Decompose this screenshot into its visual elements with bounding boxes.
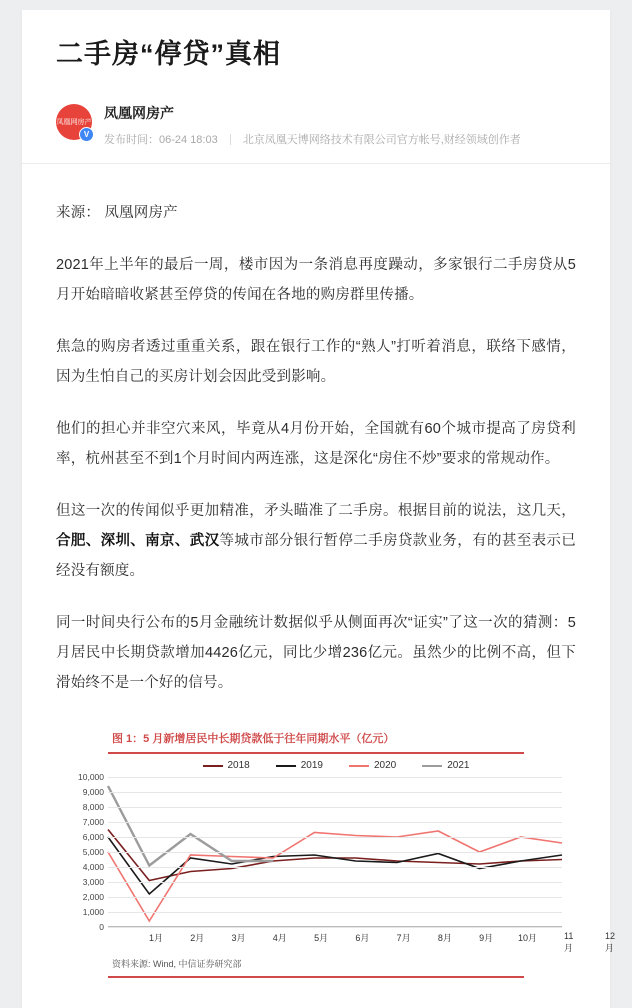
y-tick-label: 7,000: [82, 817, 104, 828]
x-tick-label: 9月: [479, 933, 494, 944]
x-tick-label: 4月: [272, 933, 287, 944]
legend-item: [349, 760, 396, 771]
gridline: [108, 822, 562, 823]
article-body: [22, 164, 616, 1008]
legend-swatch: [203, 765, 223, 767]
publisher-info: 北京凤凰天博网络技术有限公司官方帐号,财经领域创作者: [242, 134, 521, 147]
legend-swatch: [276, 765, 296, 767]
series-line-2021: [108, 786, 273, 866]
paragraph-5: 同一时间央行公布的5月金融统计数据似乎从侧面再次“证实”了这一次的猜测：5月居民中长期贷款增加4426亿元，同比少增236亿元。虽然少的比例不高，但下滑始终不是一个好的信号。: [56, 615, 576, 692]
meta-line: [104, 131, 521, 147]
avatar-image: 凤凰网房产: [56, 104, 92, 140]
gridline: [108, 792, 562, 793]
x-tick-label: 6月: [355, 933, 370, 944]
gridline: [108, 882, 562, 883]
gridline: [108, 777, 562, 778]
y-tick-label: 6,000: [82, 832, 104, 843]
x-tick-label: 10月: [517, 933, 537, 944]
y-tick-label: 10,000: [78, 772, 104, 783]
chart-x-axis-labels: [108, 929, 616, 954]
x-tick-label: 8月: [437, 933, 452, 944]
gridline: [108, 867, 562, 868]
y-tick-label: 1,000: [82, 907, 104, 918]
gridline: [108, 927, 562, 928]
paragraph-3: 他们的担心并非空穴来风，毕竟从4月份开始，全国就有60个城市提高了房贷利率，杭州甚至不到1个月时间内两连涨，这是深化“房住不炒”要求的常规动作。: [56, 421, 576, 468]
chart-y-axis-labels: [64, 772, 104, 933]
paragraph-source: 来源： 凤凰网房产: [56, 205, 178, 222]
legend-item: [422, 760, 469, 771]
legend-item: [203, 760, 250, 771]
gridline: [108, 852, 562, 853]
y-tick-label: 5,000: [82, 847, 104, 858]
y-tick-label: 9,000: [82, 787, 104, 798]
page-title: 二手房“停贷”真相: [56, 39, 281, 69]
gridline: [108, 807, 562, 808]
article-header: [22, 10, 610, 163]
chart-plot-area: [78, 772, 562, 933]
x-tick-label: 3月: [231, 933, 246, 944]
legend-label: 2020: [374, 760, 397, 772]
chart-legend: [100, 760, 572, 771]
verified-badge-icon: V: [79, 127, 94, 142]
x-tick-label: 1月: [148, 933, 164, 944]
article-card: [22, 10, 616, 1008]
gridline: [108, 837, 562, 838]
author-name[interactable]: 凤凰网房产: [104, 105, 174, 122]
x-tick-label: 2月: [190, 933, 205, 944]
gridline: [108, 912, 562, 913]
paragraph-1: 2021年上半年的最后一周，楼市因为一条消息再度躁动，多家银行二手房贷从5月开始暗暗收紧甚至停贷的传闻在各地的购房群里传播。: [56, 257, 576, 304]
chart-source: 资料来源: Wind, 中信证券研究部: [112, 959, 242, 970]
meta-divider: [230, 134, 231, 145]
legend-label: 2021: [447, 760, 470, 772]
chart-title: 图 1：5 月新增居民中长期贷款低于往年同期水平（亿元）: [112, 733, 395, 746]
chart-rule-top: [108, 752, 524, 754]
legend-swatch: [349, 765, 369, 767]
y-tick-label: 4,000: [82, 862, 104, 873]
legend-label: 2019: [300, 760, 323, 772]
legend-item: [276, 760, 323, 771]
paragraph-4: 但这一次的传闻似乎更加精准，矛头瞄准了二手房。根据目前的说法，这几天，合肥、深圳、南京、武汉等城市部分银行暂停二手房贷款业务，有的甚至表示已经没有额度。: [56, 503, 576, 580]
legend-swatch: [422, 765, 442, 767]
y-tick-label: 0: [99, 922, 104, 933]
gridline: [108, 897, 562, 898]
byline: [56, 102, 576, 163]
x-tick-label: 5月: [314, 933, 329, 944]
legend-label: 2018: [227, 760, 250, 772]
avatar[interactable]: [56, 104, 92, 140]
x-tick-label: 12月: [604, 931, 616, 954]
chart-figure: [56, 720, 616, 984]
x-tick-label: 11月: [564, 931, 574, 954]
byline-text: [104, 102, 521, 147]
y-tick-label: 8,000: [82, 802, 104, 813]
publish-time: 发布时间：06-24 18:03: [104, 134, 218, 147]
y-tick-label: 2,000: [82, 892, 104, 903]
y-tick-label: 3,000: [82, 877, 104, 888]
x-tick-label: 7月: [396, 933, 411, 944]
chart-rule-bottom: [108, 976, 524, 978]
paragraph-2: 焦急的购房者透过重重关系，跟在银行工作的“熟人”打听着消息，联络下感情，因为生怕自己的买房计划会因此受到影响。: [56, 339, 576, 386]
